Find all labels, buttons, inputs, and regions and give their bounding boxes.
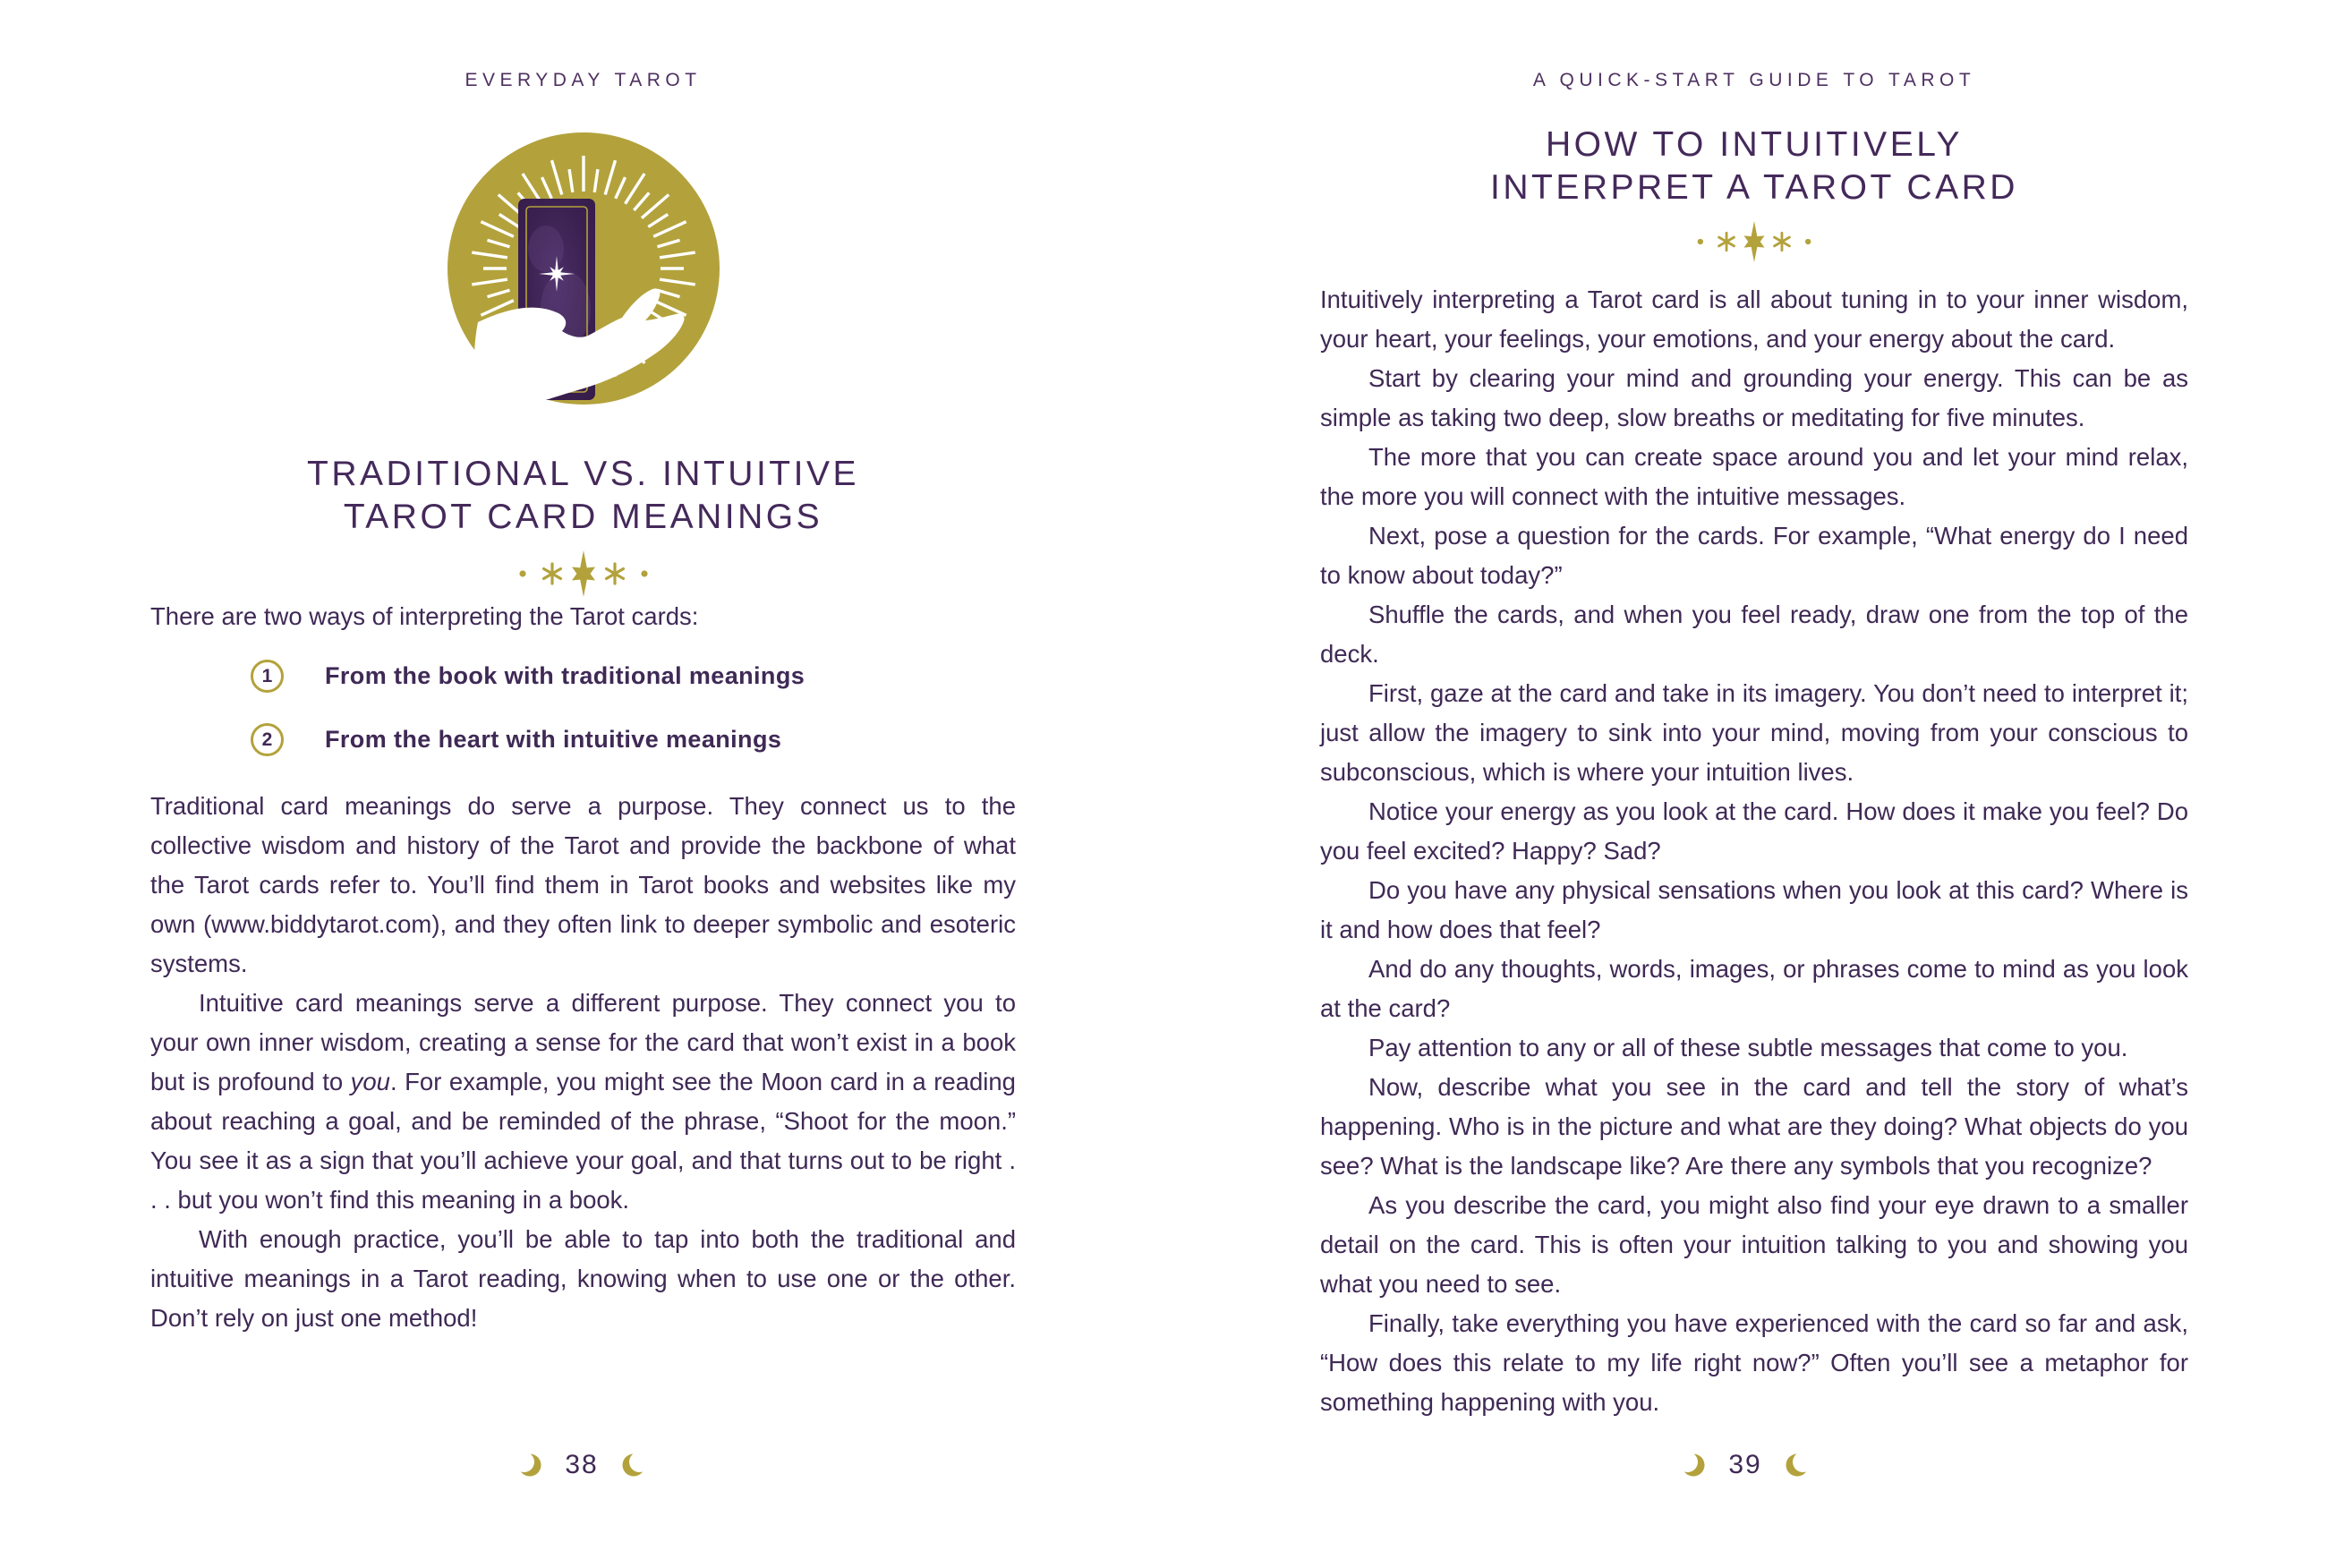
page-number: 39 [1728, 1450, 1762, 1479]
tarot-card-in-hand-illustration [150, 98, 1016, 417]
list-item [251, 660, 1016, 693]
paragraph: And do any thoughts, words, images, or phrases come to mind as you look at the card? [1320, 955, 2188, 1023]
intro-line: There are two ways of interpreting the Tarot cards: [150, 602, 699, 631]
chapter-title-line2: INTERPRET A TAROT CARD [1490, 167, 2018, 207]
chapter-title-line1: TRADITIONAL VS. INTUITIVE [307, 455, 859, 493]
paragraph [150, 984, 1016, 1220]
paragraph: Now, describe what you see in the card and tell the story of what’s happening. Who is in the picture and what are they doing? What objects do you see? What is the landscape like? Are there any symbols that you recognize? [1320, 1073, 2188, 1180]
star-divider-ornament [150, 550, 1016, 597]
crescent-moon-right-icon [620, 1452, 647, 1479]
paragraph: The more that you can create space around you and let your mind relax, the more you will connect with the intuitive messages. [1320, 443, 2188, 511]
paragraph-segment: Intuitive card meanings serve a different purpose. They connect you to your own inner wisdom, creating a sense for the card that won’t exist in a book but is profound to [150, 989, 1016, 1096]
paragraph: Intuitively interpreting a Tarot card is all about tuning in to your inner wisdom, your heart, your feelings, your emotions, and your energy about the card. [1320, 285, 2188, 354]
chapter-title-right [1320, 124, 2188, 209]
numbered-list [150, 660, 1016, 756]
star-ornament-icon [503, 550, 664, 597]
star-ornament-icon [1683, 221, 1826, 262]
right-body-text [1320, 280, 2188, 1422]
page-footer-right [1164, 1450, 2327, 1480]
paragraph: First, gaze at the card and take in its imagery. You don’t need to interpret it; just allow the imagery to sink into your mind, moving from your conscious to subconscious, which is where your intuition lives. [1320, 679, 2188, 787]
list-item-label: From the book with traditional meanings [325, 662, 806, 690]
paragraph: With enough practice, you’ll be able to tap into both the traditional and intuitive meanings in a Tarot reading, knowing when to use one or the other. Don’t rely on just one method! [150, 1225, 1016, 1333]
page-number: 38 [565, 1450, 599, 1479]
crescent-moon-left-icon [1680, 1452, 1707, 1479]
paragraph-segment: . For example, you might see the Moon card in a reading about reaching a goal, and be reminded of the phrase, “Shoot for the moon.” You see it as a sign that you’ll achieve your goal, and that turns out to be right . . . but you won’t find this meaning in a book. [150, 1068, 1016, 1214]
chapter-title-line2: TAROT CARD MEANINGS [343, 497, 823, 536]
list-number-badge: 2 [251, 723, 284, 756]
paragraph: Notice your energy as you look at the card. How does it make you feel? Do you feel excited? Happy? Sad? [1320, 797, 2188, 865]
chapter-title-left [150, 453, 1016, 538]
paragraph: As you describe the card, you might also find your eye drawn to a smaller detail on the card. This is often your intuition talking to you and showing you what you need to see. [1320, 1191, 2188, 1299]
running-head-right: A QUICK-START GUIDE TO TAROT [1532, 70, 1976, 90]
tarot-hand-illustration-svg [431, 98, 736, 417]
running-head-left: EVERYDAY TAROT [465, 70, 702, 90]
list-number-badge: 1 [251, 660, 284, 693]
left-body-text [150, 787, 1016, 1338]
paragraph: Do you have any physical sensations when you look at this card? Where is it and how does that feel? [1320, 876, 2188, 944]
star-divider-ornament [1320, 221, 2188, 268]
chapter-title-line1: HOW TO INTUITIVELY [1545, 125, 1964, 164]
page-right [1164, 0, 2327, 1568]
paragraph: Next, pose a question for the cards. For example, “What energy do I need to know about today?” [1320, 522, 2188, 590]
crescent-moon-right-icon [1784, 1452, 1811, 1479]
paragraph: Traditional card meanings do serve a purpose. They connect us to the collective wisdom and history of the Tarot and provide the backbone of what the Tarot cards refer to. You’ll find them in Tarot books and websites like my own (www.biddytarot.com), and they often link to deeper symbolic and esoteric systems. [150, 792, 1016, 978]
paragraph: Pay attention to any or all of these subtle messages that come to you. [1368, 1034, 2128, 1062]
crescent-moon-left-icon [516, 1452, 543, 1479]
list-item [251, 723, 1016, 756]
paragraph: Shuffle the cards, and when you feel ready, draw one from the top of the deck. [1320, 601, 2188, 669]
list-item-label: From the heart with intuitive meanings [325, 726, 782, 754]
paragraph-emphasis: you [350, 1068, 390, 1096]
page-footer-left [0, 1450, 1164, 1480]
paragraph: Finally, take everything you have experienced with the card so far and ask, “How does this relate to my life right now?” Often you’ll see a metaphor for something happening with you. [1320, 1309, 2188, 1417]
paragraph: Start by clearing your mind and grounding your energy. This can be as simple as taking two deep, slow breaths or meditating for five minutes. [1320, 364, 2188, 432]
